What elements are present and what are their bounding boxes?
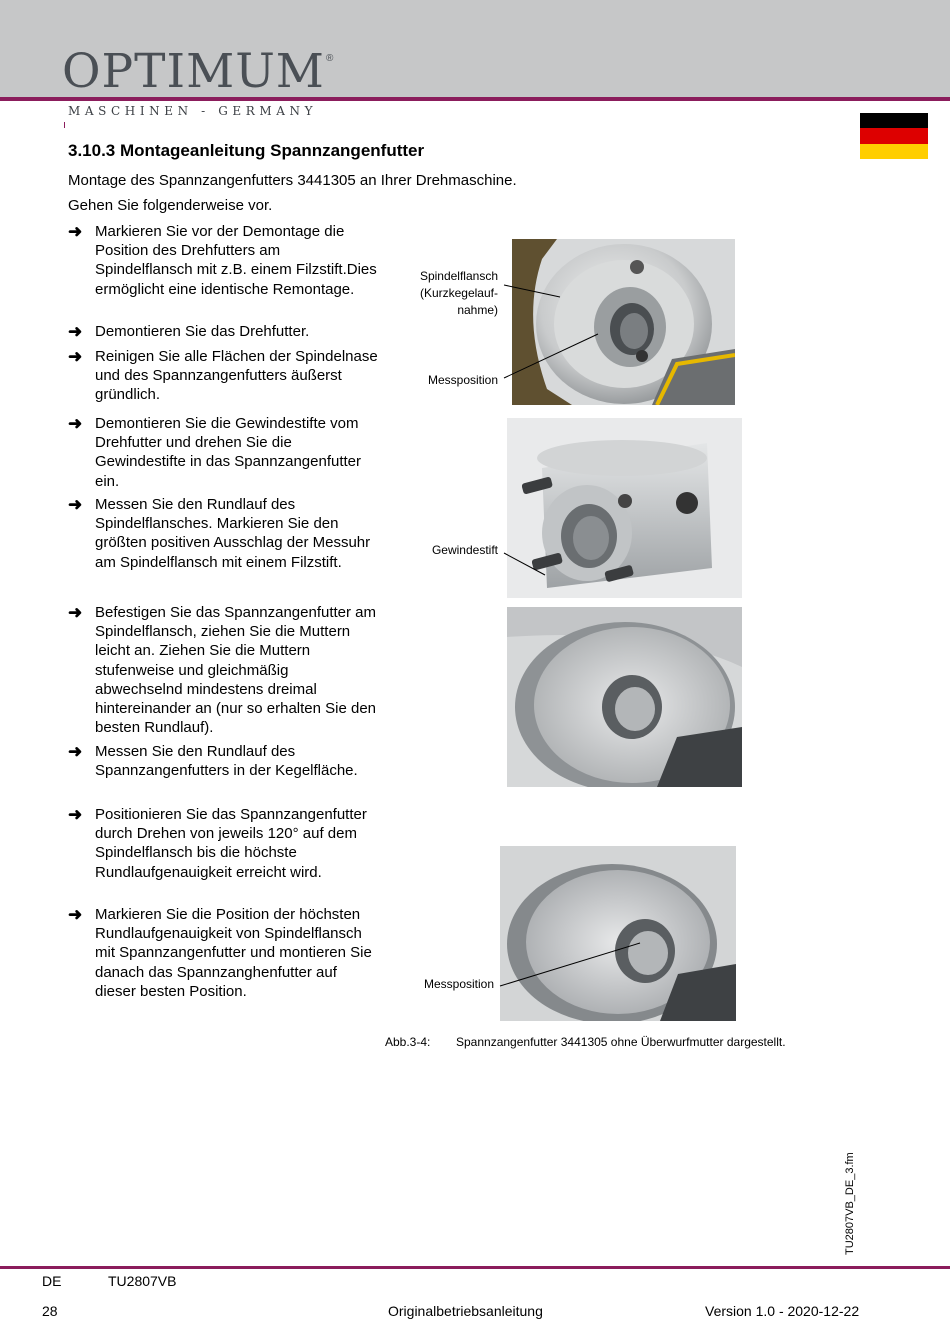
photo-set-screws bbox=[507, 418, 742, 598]
page-number: 28 bbox=[42, 1303, 58, 1319]
arrow-right-icon: ➜ bbox=[68, 603, 83, 622]
section-title: 3.10.3 Montageanleitung Spannzangenfutter bbox=[68, 141, 425, 160]
intro-line-1: Montage des Spannzangenfutters 3441305 an Ihrer Drehmaschine. bbox=[68, 172, 517, 189]
flag-stripe-black bbox=[860, 113, 928, 128]
footer-doc-type: Originalbetriebsanleitung bbox=[388, 1303, 543, 1319]
footer-rule bbox=[0, 1266, 950, 1269]
list-item: ➜ Reinigen Sie alle Flächen der Spindelnase und des Spannzangenfutters äußerst gründlich. bbox=[68, 347, 378, 404]
list-item: ➜ Messen Sie den Rundlauf des Spannzangenfutters in der Kegelfläche. bbox=[68, 742, 358, 780]
arrow-right-icon: ➜ bbox=[68, 322, 83, 341]
list-item: ➜ Demontieren Sie die Gewindestifte vom Drehfutter und drehen Sie die Gewindestifte in das Spannzangenfutter ein. bbox=[68, 414, 362, 490]
list-item: ➜ Messen Sie den Rundlauf des Spindelflansches. Markieren Sie den größten positiven Ausschlag der Messuhr am Spindelflansch mit einem Filzstift. bbox=[68, 495, 371, 571]
label-measuring-position-2: Messposition bbox=[423, 977, 494, 991]
list-item: ➜ Positionieren Sie das Spannzangenfutter durch Drehen von jeweils 120° auf dem Spindelflansch bis die höchste Rundlaufgenauigkeit erreicht wird. bbox=[68, 805, 367, 881]
photo-mounted-collet-chuck bbox=[507, 607, 742, 787]
file-code: TU2807VB_DE_3.fm bbox=[844, 1152, 856, 1255]
footer-version: Version 1.0 - 2020-12-22 bbox=[705, 1303, 860, 1319]
list-item: ➜ Markieren Sie die Position der höchsten Rundlaufgenauigkeit von Spindelflansch mit Spannzangenfutter und montieren Sie danach das Spannzanghenfutter auf dieser besten Position. bbox=[68, 905, 372, 1000]
label-set-screw: Gewindestift bbox=[431, 543, 498, 557]
tagline-tick bbox=[64, 122, 65, 128]
label-spindle-flange-sub1: (Kurzkegelauf- bbox=[419, 286, 498, 300]
photo-measuring-position bbox=[500, 846, 736, 1021]
list-item: ➜ Befestigen Sie das Spannzangenfutter am Spindelflansch, ziehen Sie die Muttern leicht an. Ziehen Sie die Muttern stufenweise und gleichmäßig abwechselnd mindestens dreimal hintereinander an (nur so erhalten Sie den besten Rundlauf). bbox=[68, 603, 377, 737]
registered-mark: ® bbox=[325, 53, 335, 64]
photo-spindle-flange bbox=[512, 239, 735, 405]
flag-stripe-gold bbox=[860, 144, 928, 159]
label-spindle-flange: Spindelflansch bbox=[419, 269, 498, 283]
figure-number: Abb.3-4: bbox=[385, 1035, 431, 1049]
intro-line-2: Gehen Sie folgenderweise vor. bbox=[68, 197, 273, 214]
brand-logo: OPTIMUM® bbox=[62, 44, 335, 99]
figure-caption: Spannzangenfutter 3441305 ohne Überwurfmutter dargestellt. bbox=[456, 1035, 786, 1049]
footer-language: DE bbox=[42, 1273, 62, 1289]
arrow-right-icon: ➜ bbox=[68, 905, 83, 924]
arrow-right-icon: ➜ bbox=[68, 495, 83, 514]
flag-stripe-red bbox=[860, 128, 928, 143]
arrow-right-icon: ➜ bbox=[68, 222, 83, 241]
arrow-right-icon: ➜ bbox=[68, 805, 83, 824]
german-flag-icon bbox=[860, 113, 928, 159]
arrow-right-icon: ➜ bbox=[68, 414, 83, 433]
arrow-right-icon: ➜ bbox=[68, 742, 83, 761]
label-spindle-flange-sub2: nahme) bbox=[457, 303, 498, 317]
brand-tagline: MASCHINEN - GERMANY bbox=[68, 104, 318, 118]
arrow-right-icon: ➜ bbox=[68, 347, 83, 366]
list-item: ➜ Demontieren Sie das Drehfutter. bbox=[68, 322, 310, 341]
footer-model: TU2807VB bbox=[108, 1273, 177, 1289]
label-measuring-position-1: Messposition bbox=[427, 373, 498, 387]
list-item: ➜ Markieren Sie vor der Demontage die Position des Drehfutters am Spindelflansch mit z.B. einem Filzstift.Dies ermöglicht eine identische Remontage. bbox=[68, 222, 377, 298]
